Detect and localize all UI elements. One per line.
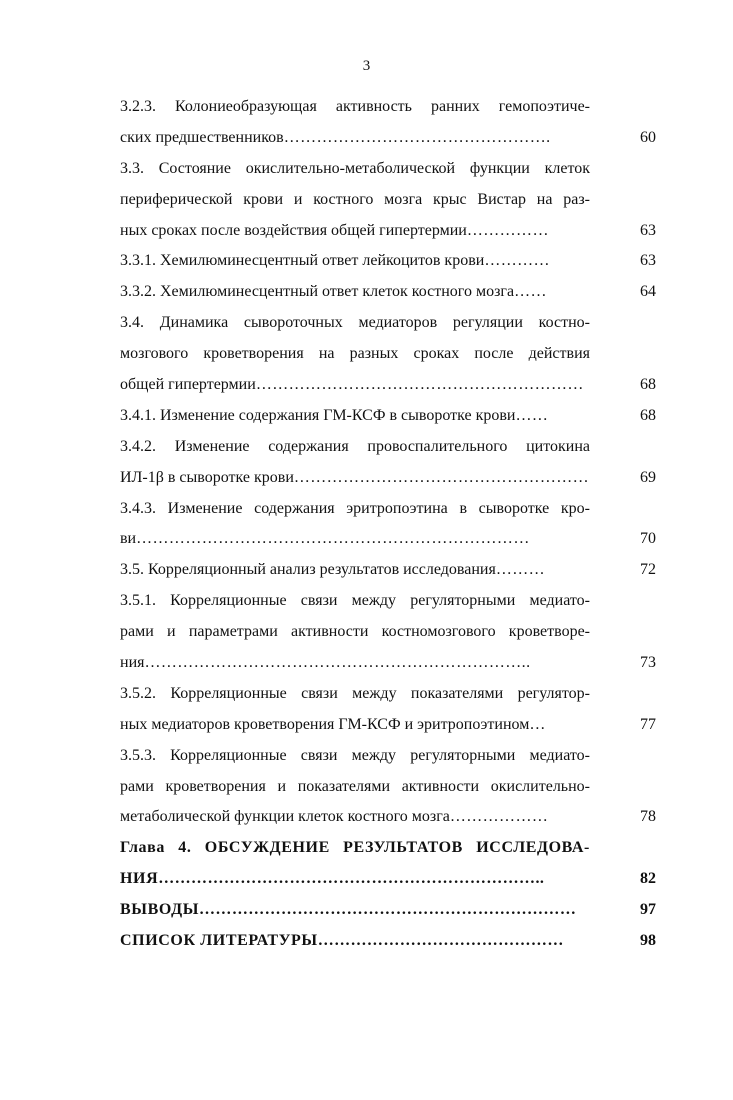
leader-dots: ……………………………………………………………… [136, 530, 530, 548]
toc-page-number: 69 [640, 468, 656, 486]
leader-dots: …………………………………………………………….. [144, 654, 531, 672]
toc-entry-title: общей гипертермии [120, 376, 256, 394]
toc-entry [120, 92, 656, 154]
toc-entry-title-end [120, 216, 590, 247]
toc-entry [120, 277, 656, 308]
toc-entry-line: рами кроветворения и показателями активности окислительно- [120, 777, 590, 795]
toc-entry-title: метаболической функции клеток костного мозга [120, 808, 450, 826]
toc-page-number: 78 [640, 808, 656, 826]
toc-page-number: 72 [640, 561, 656, 579]
leader-dots: …………………………………………………………….. [158, 870, 545, 888]
toc-page-number: 70 [640, 530, 656, 548]
toc-entry-line: Глава 4. ОБСУЖДЕНИЕ РЕЗУЛЬТАТОВ ИССЛЕДОВА- [120, 839, 590, 857]
toc-entry-line: 3.5.3. Корреляционные связи между регуляторными медиато- [120, 746, 590, 764]
toc-entry [120, 154, 656, 247]
toc-entry-title: ных медиаторов кроветворения ГМ-КСФ и эритропоэтином [120, 715, 530, 733]
leader-dots: …………………………………………. [283, 128, 551, 146]
leader-dots: …………… [466, 221, 549, 239]
toc-entry-title-end [120, 648, 590, 679]
toc-entry-title-end [120, 926, 590, 957]
toc-page-number: 63 [640, 252, 656, 270]
leader-dots: …… [515, 406, 549, 424]
toc-page-number: 98 [640, 932, 656, 950]
toc-entry-title-end [120, 524, 590, 555]
toc-entry-title-end [120, 277, 590, 308]
leader-dots: …… [514, 283, 547, 301]
leader-dots: ……………… [449, 808, 549, 826]
toc-entry [120, 432, 656, 494]
toc-entry-title-end [120, 401, 590, 432]
toc-entry [120, 308, 656, 401]
toc-page-number: 60 [640, 128, 656, 146]
toc-entry-line: рами и параметрами активности костномозгового кроветворе- [120, 623, 590, 641]
toc-entry-title: ви [120, 530, 137, 548]
toc-entry [120, 926, 656, 957]
toc-entry-title: 3.4.1. Изменение содержания ГМ-КСФ в сыворотке крови [120, 406, 516, 424]
toc-entry-title-end [120, 710, 590, 741]
toc-entry [120, 494, 656, 556]
toc-entry-title-end [120, 246, 590, 277]
toc-entry [120, 401, 656, 432]
toc-page-number: 64 [640, 283, 656, 301]
toc-entry-line: 3.4.2. Изменение содержания провоспалительного цитокина [120, 437, 590, 455]
leader-dots: … [529, 715, 546, 733]
toc-entry-title-end [120, 463, 590, 494]
toc-page-number: 73 [640, 654, 656, 672]
leader-dots: ……… [495, 561, 546, 579]
toc-entry-title: 3.5. Корреляционный анализ результатов исследования [120, 561, 496, 579]
leader-dots: …………………………………………………………… [199, 901, 577, 919]
toc-entry [120, 586, 656, 679]
toc-entry [120, 741, 656, 834]
leader-dots: ……………………………………… [317, 932, 564, 950]
toc-entry-line: 3.5.2. Корреляционные связи между показателями регулятор- [120, 684, 590, 702]
toc-entry [120, 555, 656, 586]
toc-entry-title-end [120, 123, 590, 154]
toc-entry-line: 3.5.1. Корреляционные связи между регуляторными медиато- [120, 592, 590, 610]
toc-entry-title: 3.3.1. Хемилюминесцентный ответ лейкоцитов крови [120, 252, 485, 270]
toc-page-number: 97 [640, 901, 656, 919]
toc-page-number: 68 [640, 376, 656, 394]
page-number: 3 [362, 58, 371, 74]
toc-entry [120, 895, 656, 926]
toc-entry-title-end [120, 864, 590, 895]
toc-entry-title: ных сроках после воздействия общей гипертермии [120, 221, 467, 239]
table-of-contents [120, 92, 656, 957]
toc-entry-title: ния [120, 654, 145, 672]
toc-entry-title: ВЫВОДЫ [120, 901, 200, 919]
toc-entry [120, 833, 656, 895]
toc-entry-title-end [120, 370, 590, 401]
toc-entry-line: 3.2.3. Колониеобразующая активность ранних гемопоэтиче- [120, 98, 590, 115]
toc-page-number: 68 [640, 406, 656, 424]
toc-entry-title: ских предшественников [120, 128, 284, 146]
toc-entry [120, 679, 656, 741]
toc-entry-line: 3.4.3. Изменение содержания эритропоэтина в сыворотке кро- [120, 499, 590, 517]
toc-entry-title-end [120, 555, 590, 586]
toc-entry-title: ИЛ-1β в сыворотке крови [120, 468, 294, 486]
toc-entry-line: мозгового кроветворения на разных сроках после действия [120, 345, 590, 363]
toc-entry-title-end [120, 802, 590, 833]
toc-entry-title-end [120, 895, 590, 926]
toc-page-number: 63 [640, 221, 656, 239]
leader-dots: …………………………………………………… [255, 376, 584, 394]
leader-dots: ………… [484, 252, 550, 270]
toc-entry-title: НИЯ [120, 870, 159, 888]
leader-dots: ……………………………………………… [293, 468, 590, 486]
toc-entry-line: 3.3. Состояние окислительно-метаболической функции клеток [120, 159, 590, 177]
toc-entry [120, 246, 656, 277]
toc-entry-title: 3.3.2. Хемилюминесцентный ответ клеток костного мозга [120, 283, 515, 301]
toc-page-number: 77 [640, 715, 656, 733]
toc-page-number: 82 [640, 870, 656, 888]
toc-entry-line: периферической крови и костного мозга крыс Вистар на раз- [120, 190, 590, 208]
toc-entry-title: СПИСОК ЛИТЕРАТУРЫ [120, 932, 318, 950]
toc-entry-line: 3.4. Динамика сывороточных медиаторов регуляции костно- [120, 314, 590, 332]
